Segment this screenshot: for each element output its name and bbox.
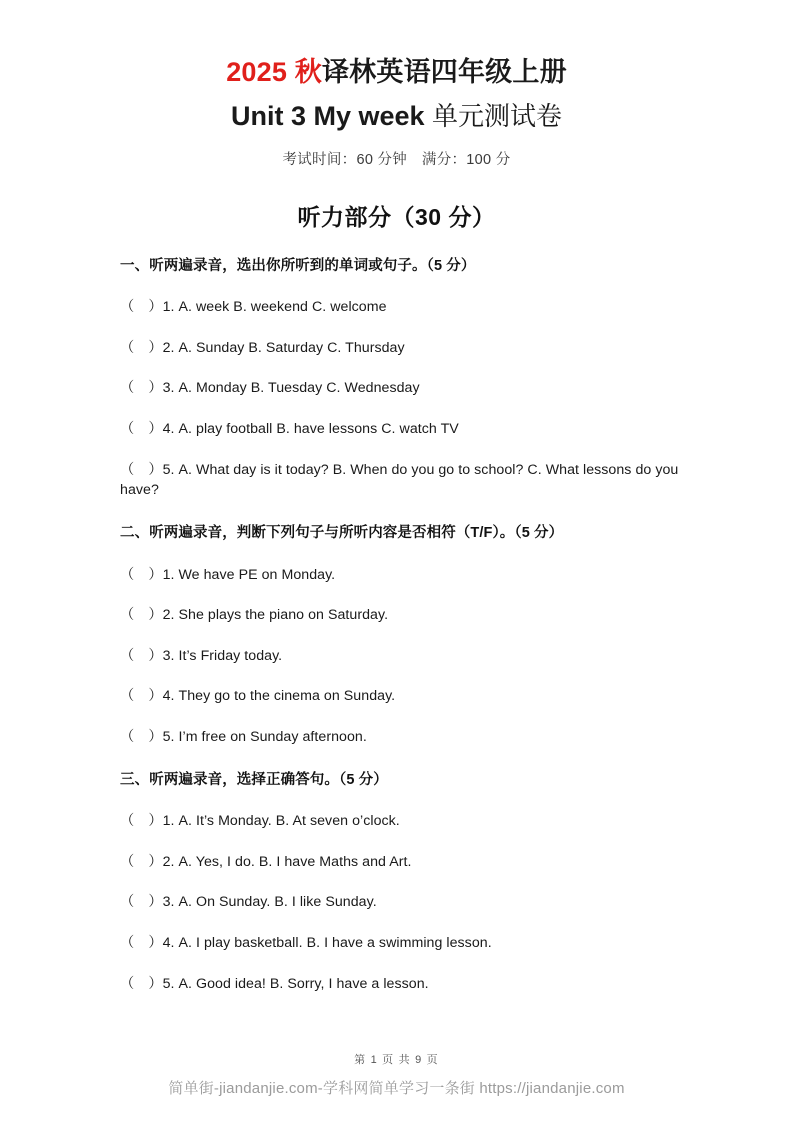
section-2-question-list (120, 565, 690, 748)
question-text: 4. A. play football B. have lessons C. watch TV (162, 421, 459, 438)
answer-blank[interactable]: （ ） (120, 813, 163, 830)
question-item[interactable] (120, 565, 690, 586)
question-text: 2. A. Sunday B. Saturday C. Thursday (162, 339, 405, 356)
question-text: 3. It’s Friday today. (162, 647, 283, 664)
page-title-line-2 (0, 100, 793, 134)
question-item[interactable] (120, 419, 690, 440)
question-item[interactable] (120, 297, 690, 318)
answer-blank[interactable]: （ ） (120, 607, 163, 624)
section-1 (120, 256, 690, 501)
section-1-question-list (120, 297, 690, 501)
answer-blank[interactable]: （ ） (120, 853, 163, 870)
title-year: 2025 秋 (226, 57, 322, 87)
answer-blank[interactable]: （ ） (120, 421, 163, 438)
question-content (0, 256, 793, 995)
question-text: 5. A. What day is it today? B. When do you go to school? C. What lessons do you have? (120, 461, 679, 499)
answer-blank[interactable]: （ ） (120, 935, 163, 952)
answer-blank[interactable]: （ ） (120, 339, 163, 356)
section-3-question-list (120, 811, 690, 994)
question-item[interactable] (120, 605, 690, 626)
question-item[interactable] (120, 933, 690, 954)
title-textbook: 译林英语四年级上册 (321, 57, 567, 87)
question-item[interactable] (120, 646, 690, 667)
part-heading-listening: 听力部分（30 分） (297, 203, 496, 230)
answer-blank[interactable]: （ ） (120, 975, 163, 992)
question-item[interactable] (120, 338, 690, 359)
question-item[interactable] (120, 460, 690, 501)
answer-blank[interactable]: （ ） (120, 461, 163, 478)
question-text: 5. A. Good idea! B. Sorry, I have a lesson. (162, 975, 429, 992)
question-text: 1. A. week B. weekend C. welcome (162, 299, 387, 316)
title-unit: Unit 3 My week (230, 100, 425, 131)
question-item[interactable] (120, 852, 690, 873)
document-header (0, 0, 793, 169)
question-text: 2. She plays the piano on Saturday. (162, 607, 389, 624)
answer-blank[interactable]: （ ） (120, 299, 163, 316)
question-text: 2. A. Yes, I do. B. I have Maths and Art. (162, 853, 412, 870)
section-3-heading: 三、听两遍录音，选择正确答句。（5 分） (120, 771, 388, 788)
answer-blank[interactable]: （ ） (120, 688, 163, 705)
answer-blank[interactable]: （ ） (120, 566, 163, 583)
question-text: 3. A. Monday B. Tuesday C. Wednesday (162, 380, 420, 397)
question-text: 3. A. On Sunday. B. I like Sunday. (162, 894, 377, 911)
question-text: 1. A. It’s Monday. B. At seven o’clock. (162, 813, 400, 830)
question-item[interactable] (120, 892, 690, 913)
question-item[interactable] (120, 974, 690, 995)
section-2 (120, 523, 690, 748)
document-footer (0, 1051, 793, 1098)
section-1-heading: 一、听两遍录音，选出你所听到的单词或句子。（5 分） (120, 257, 476, 274)
question-item[interactable] (120, 811, 690, 832)
question-text: 5. I’m free on Sunday afternoon. (162, 728, 367, 745)
question-item[interactable] (120, 686, 690, 707)
answer-blank[interactable]: （ ） (120, 894, 163, 911)
watermark-text: 简单街-jiandanjie.com-学科网简单学习一条街 https://jiandanjie.com (168, 1080, 625, 1097)
title-test-label: 单元测试卷 (432, 101, 563, 132)
answer-blank[interactable]: （ ） (120, 728, 163, 745)
question-item[interactable] (120, 727, 690, 748)
page-title-line-1 (0, 56, 793, 90)
exam-meta: 考试时间：60 分钟 满分：100 分 (282, 151, 511, 168)
section-2-heading: 二、听两遍录音，判断下列句子与所听内容是否相符（T/F）。（5 分） (120, 524, 564, 541)
section-3 (120, 770, 690, 995)
question-text: 4. A. I play basketball. B. I have a swimming lesson. (162, 935, 492, 952)
answer-blank[interactable]: （ ） (120, 647, 163, 664)
question-item[interactable] (120, 378, 690, 399)
question-text: 4. They go to the cinema on Sunday. (162, 688, 396, 705)
answer-blank[interactable]: （ ） (120, 380, 163, 397)
question-text: 1. We have PE on Monday. (162, 566, 336, 583)
page-number: 第 1 页 共 9 页 (354, 1054, 439, 1066)
